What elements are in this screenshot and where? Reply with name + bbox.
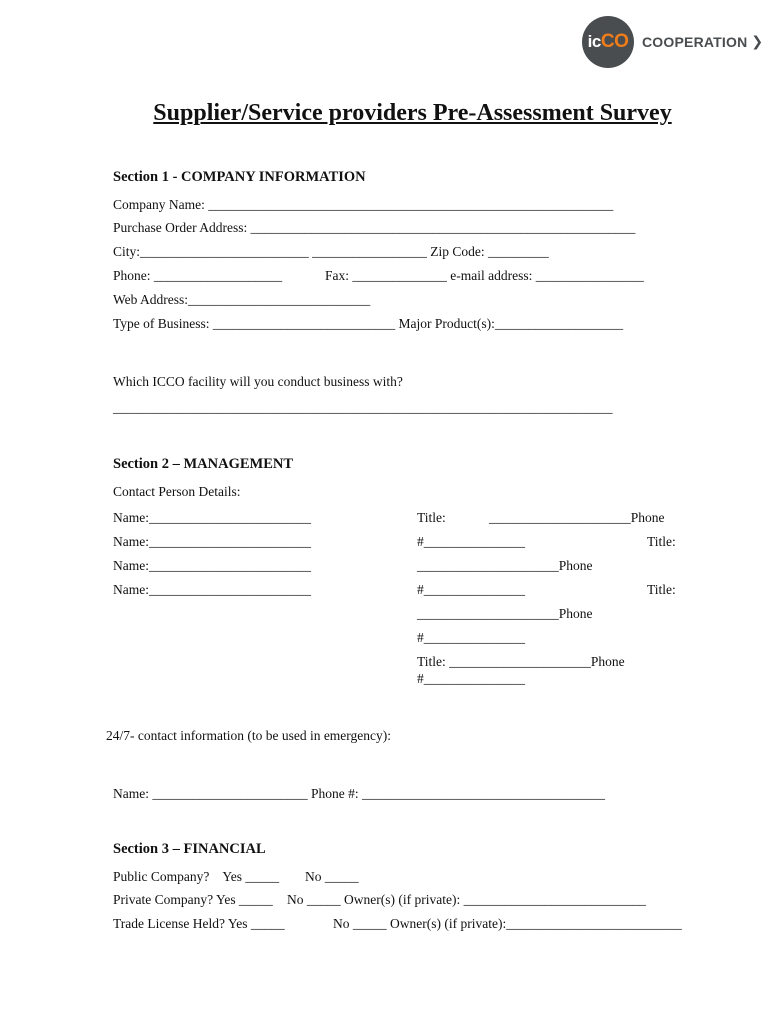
contact-name-field[interactable]: Name:________________________	[113, 510, 311, 525]
contact-title-phone-field[interactable]: _____________________Phone	[417, 558, 593, 573]
public-company-yes-field[interactable]: Public Company? Yes _____	[113, 869, 280, 884]
contact-title-label: Title:	[417, 510, 446, 525]
contact-title-label: Title:	[647, 582, 676, 597]
emergency-contact-field[interactable]: Name: _______________________ Phone #: ____________________________________	[113, 786, 605, 801]
private-company-yes-field[interactable]: Private Company? Yes _____	[113, 892, 273, 907]
logo-mark	[582, 16, 634, 68]
logo-wordmark: COOPERATION	[642, 34, 748, 50]
company-name-field[interactable]: Company Name: ____________________________________________________________	[113, 197, 614, 212]
contact-title-label: Title:	[647, 534, 676, 549]
section-3-heading: Section 3 – FINANCIAL	[113, 841, 266, 857]
page-title: Supplier/Service providers Pre-Assessment Survey	[153, 100, 672, 126]
private-company-no-owner-field[interactable]: No _____ Owner(s) (if private): ___________________________	[287, 892, 646, 907]
contact-phone-number-field[interactable]: #_______________	[417, 582, 525, 597]
trade-license-no-owner-field[interactable]: No _____ Owner(s) (if private):__________________________	[333, 916, 682, 931]
logo-mark-prefix: ic	[587, 32, 601, 51]
contact-person-label: Contact Person Details:	[113, 484, 241, 499]
facility-question: Which ICCO facility will you conduct business with?	[113, 374, 403, 389]
icco-logo	[582, 16, 763, 68]
phone-field[interactable]: Phone: ___________________	[113, 268, 283, 283]
facility-answer-line[interactable]: __________________________________________________________________________	[113, 400, 613, 415]
contact-title-phone-field[interactable]: Title: _____________________Phone	[417, 654, 625, 669]
contact-title-phone-field[interactable]: _____________________Phone	[489, 510, 665, 525]
logo-mark-suffix: CO	[600, 31, 629, 52]
contact-phone-number-field[interactable]: #_______________	[417, 671, 525, 686]
purchase-order-address-field[interactable]: Purchase Order Address: _________________________________________________________	[113, 220, 636, 235]
city-zip-field[interactable]: City:_________________________ _________________ Zip Code: _________	[113, 244, 549, 259]
contact-name-field[interactable]: Name:________________________	[113, 582, 311, 597]
contact-phone-number-field[interactable]: #_______________	[417, 534, 525, 549]
public-company-no-field[interactable]: No _____	[305, 869, 359, 884]
contact-phone-number-field[interactable]: #_______________	[417, 630, 525, 645]
emergency-contact-label: 24/7- contact information (to be used in emergency):	[106, 728, 392, 743]
fax-email-field[interactable]: Fax: ______________ e-mail address: ________________	[325, 268, 644, 283]
web-address-field[interactable]: Web Address:___________________________	[113, 292, 371, 307]
business-products-field[interactable]: Type of Business: ___________________________ Major Product(s):___________________	[113, 316, 624, 331]
chevron-right-icon: ❯	[751, 34, 764, 50]
contact-name-field[interactable]: Name:________________________	[113, 558, 311, 573]
section-1-heading: Section 1 - COMPANY INFORMATION	[113, 169, 366, 185]
section-2-heading: Section 2 – MANAGEMENT	[113, 456, 294, 472]
contact-title-phone-field[interactable]: _____________________Phone	[417, 606, 593, 621]
trade-license-yes-field[interactable]: Trade License Held? Yes _____	[113, 916, 285, 931]
contact-name-field[interactable]: Name:________________________	[113, 534, 311, 549]
